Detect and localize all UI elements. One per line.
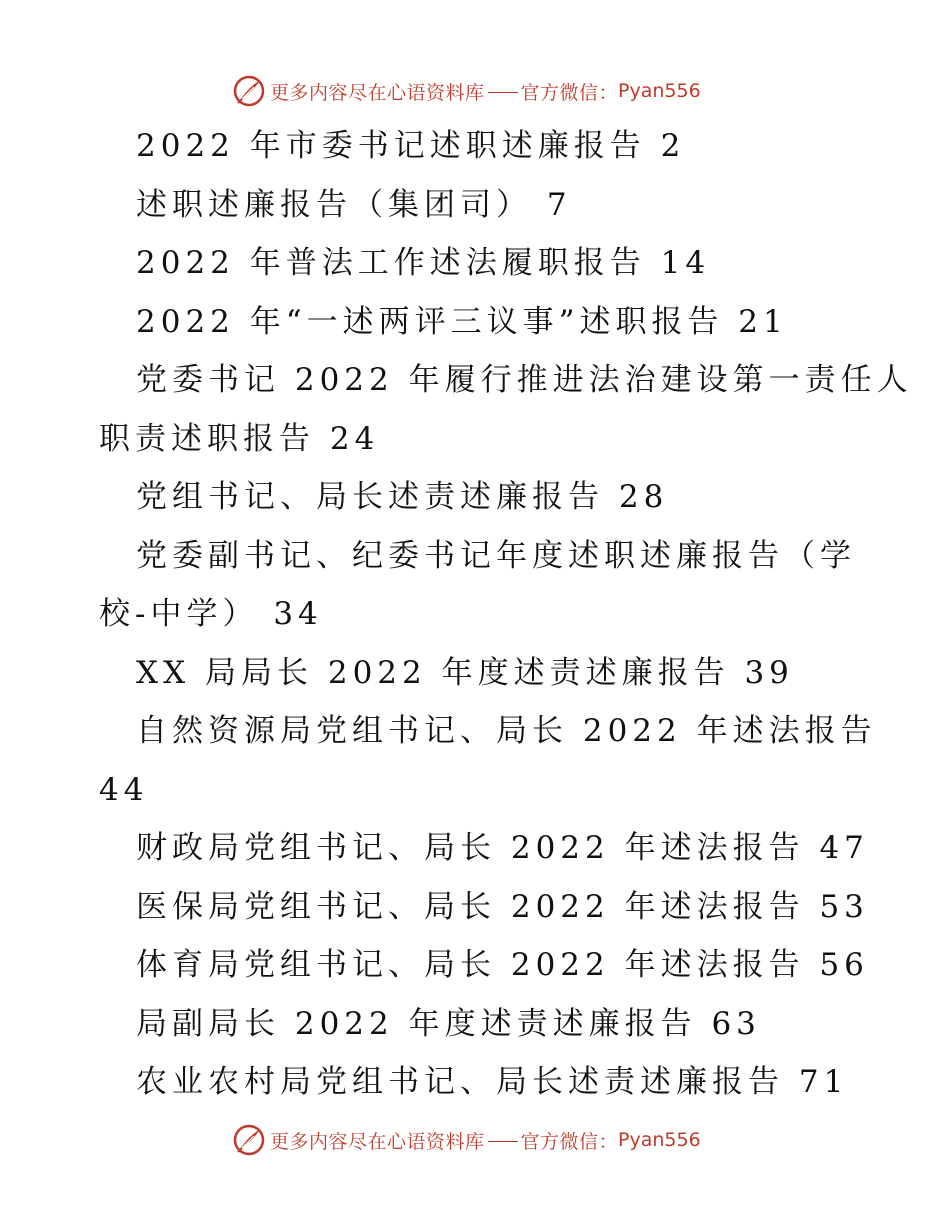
toc-entry: 自然资源局党组书记、局长 2022 年述法报告 [136,713,877,749]
toc-entry-continuation: 校-中学） 34 [99,596,323,632]
toc-entry: 财政局党组书记、局长 2022 年述法报告 47 [136,830,869,866]
toc-entry: 2022 年普法工作述法履职报告 14 [136,245,711,281]
toc-entry: 2022 年市委书记述职述廉报告 2 [136,128,686,164]
watermark-account-id: Pyan556 [618,80,701,102]
table-of-contents [0,117,950,1112]
toc-entry: 党委副书记、纪委书记年度述职述廉报告（学 [136,537,856,574]
watermark-label: 更多内容尽在心语资料库 [270,1130,485,1153]
watermark-account-prefix: 官方微信： [520,1130,619,1153]
watermark-account-prefix: 官方微信： [520,81,619,104]
toc-entry: 医保局党组书记、局长 2022 年述法报告 53 [136,888,869,925]
toc-entry: 农业农村局党组书记、局长述责述廉报告 71 [136,1064,849,1100]
toc-entry: 党委书记 2022 年履行推进法治建设第一责任人 [136,362,913,398]
quill-pen-logo-icon [232,74,266,108]
toc-entry: XX 局局长 2022 年度述责述廉报告 39 [136,654,794,691]
watermark-label: 更多内容尽在心语资料库 [270,81,485,104]
footer-watermark [232,1120,712,1160]
toc-entry-continuation: 职责述职报告 24 [99,420,380,457]
watermark-divider [488,1141,518,1142]
toc-entry: 体育局党组书记、局长 2022 年述法报告 56 [136,947,869,983]
toc-entry: 局副局长 2022 年度述责述廉报告 63 [136,1005,761,1042]
toc-entry: 党组书记、局长述责述廉报告 28 [136,479,669,515]
toc-entry: 2022 年“一述两评三议事”述职报告 21 [136,303,788,340]
toc-entry-continuation: 44 [99,771,149,808]
toc-entry: 述职述廉报告（集团司） 7 [136,186,572,223]
watermark-account-id: Pyan556 [618,1129,701,1151]
quill-pen-logo-icon [232,1123,266,1157]
header-watermark [232,71,712,111]
watermark-divider [488,92,518,93]
